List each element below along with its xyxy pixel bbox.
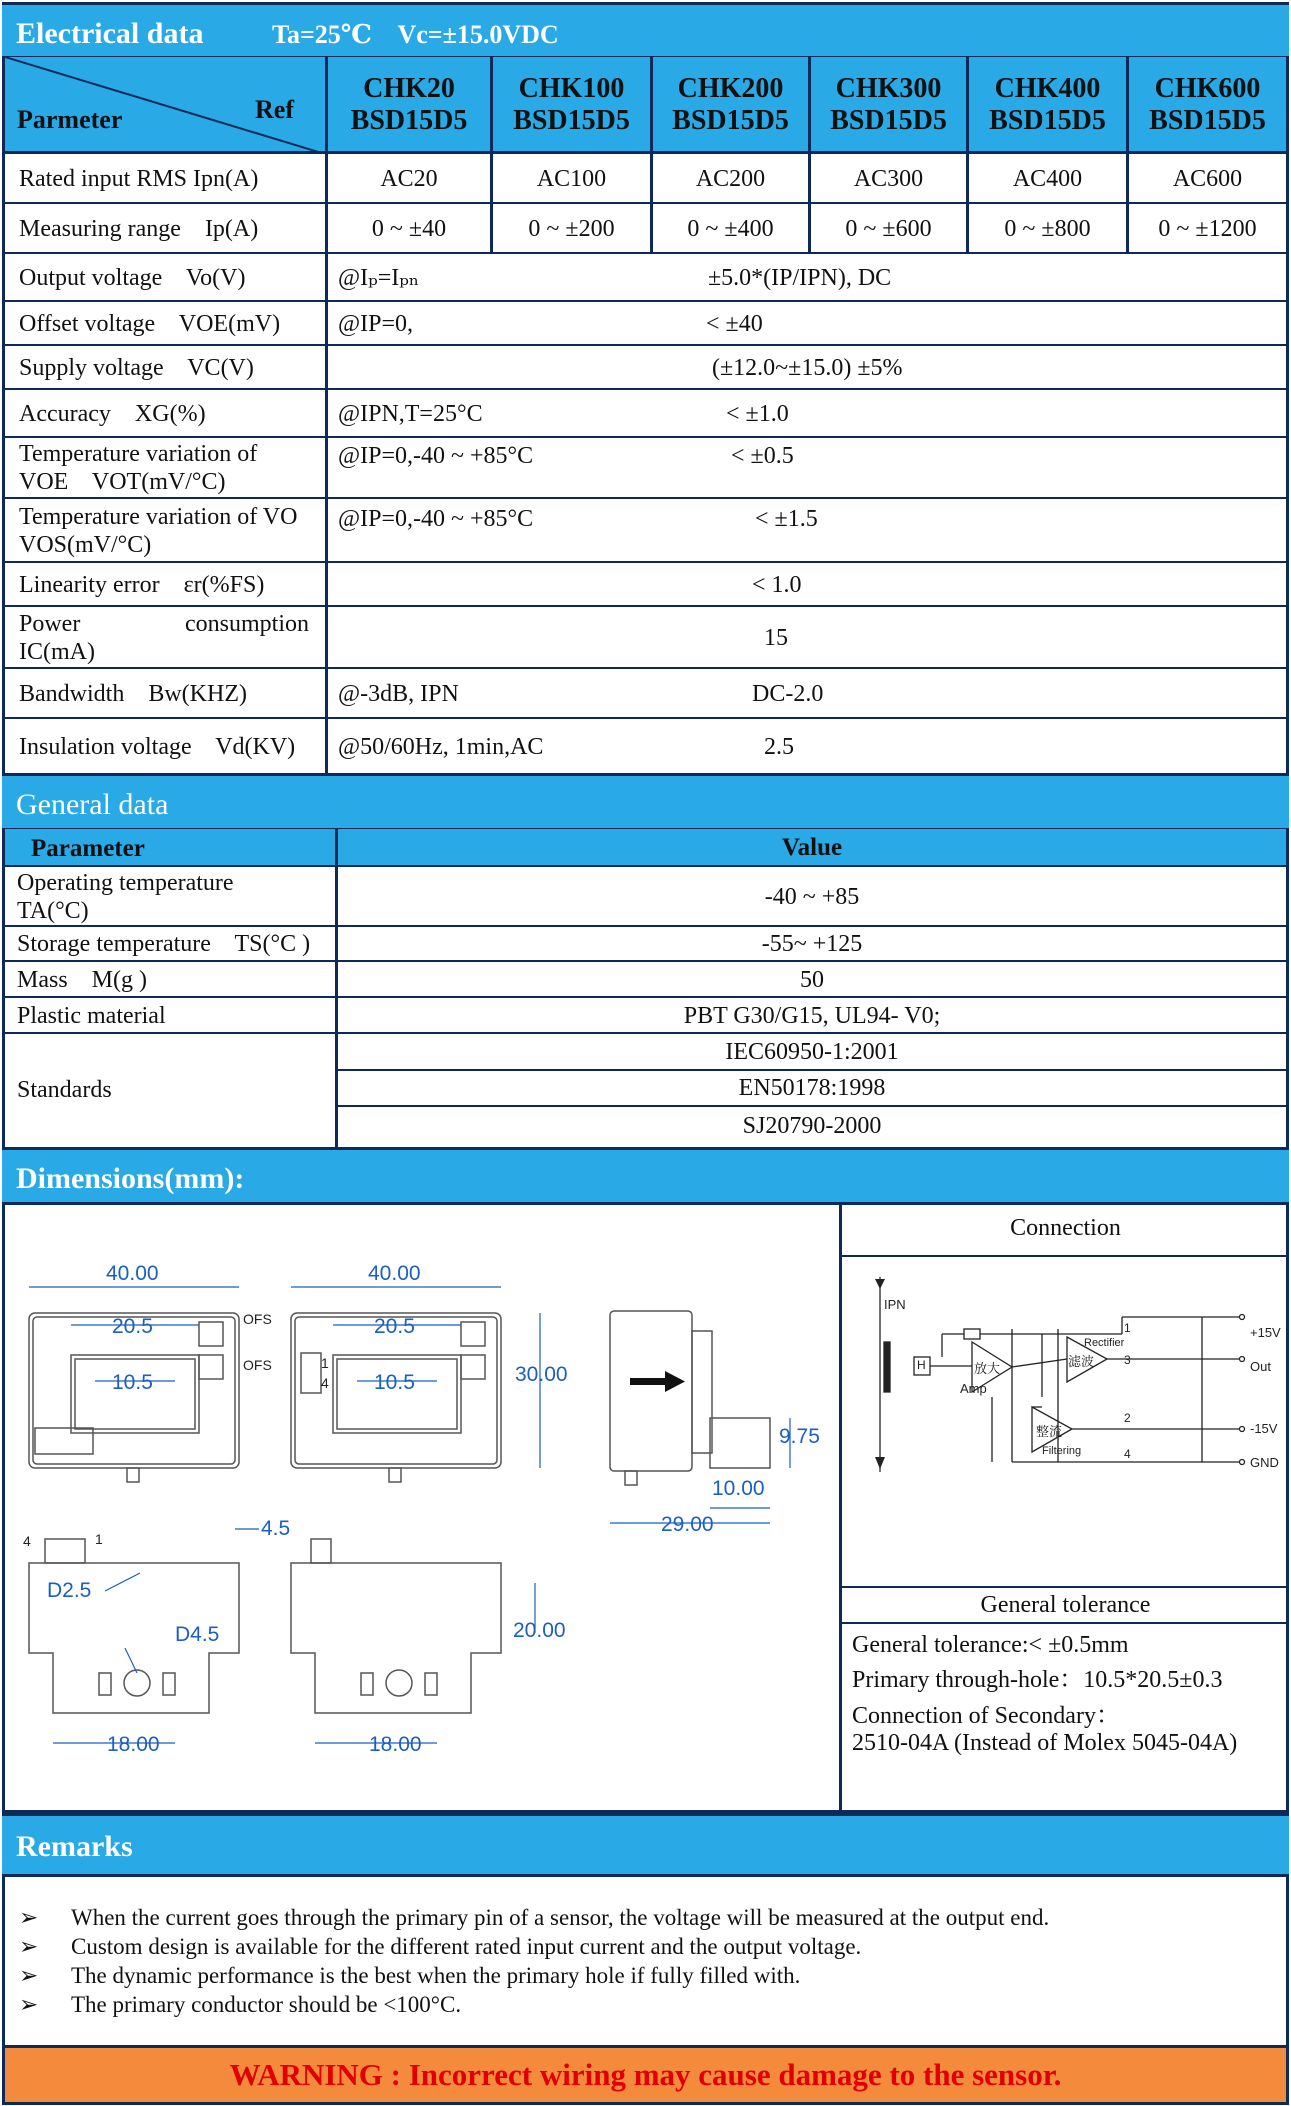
value: 15 xyxy=(764,625,788,651)
dim-label: 10.5 xyxy=(374,1371,415,1394)
rectifier-label: Rectifier xyxy=(1084,1337,1125,1349)
section-title: Dimensions(mm): xyxy=(16,1162,245,1195)
table-row xyxy=(5,719,1286,775)
row-label: Insulation voltage Vd(KV) xyxy=(19,734,296,760)
cell-value: 0 ~ ±800 xyxy=(1004,216,1091,242)
table-row xyxy=(5,962,1286,998)
cell-value: AC100 xyxy=(536,166,607,192)
value: < 1.0 xyxy=(752,572,802,598)
dim-label: 20.5 xyxy=(374,1315,415,1338)
dim-label: 10.5 xyxy=(112,1371,153,1394)
dimensions-header xyxy=(2,1147,1289,1205)
connection-title: Connection xyxy=(1010,1215,1121,1241)
row-label: Standards xyxy=(17,1077,112,1103)
table-row xyxy=(5,154,1286,204)
ref-header: Ref xyxy=(255,95,294,124)
condition: @IP=0,-40 ~ +85°C xyxy=(338,443,534,469)
filter-cn-label: 滤波 xyxy=(1068,1354,1095,1369)
section-title: General data xyxy=(16,788,169,821)
parameter-header: Parmeter xyxy=(17,105,123,134)
dim-label: 4.5 xyxy=(261,1517,291,1540)
condition: @IP=0, xyxy=(338,311,413,337)
cell-value: 0 ~ ±600 xyxy=(845,216,932,242)
cell-value: -40 ~ +85 xyxy=(764,884,860,910)
dim-label: D4.5 xyxy=(175,1623,220,1646)
remarks-list xyxy=(2,1875,1289,2045)
row-label: Measuring range Ip(A) xyxy=(19,216,259,242)
table-row xyxy=(5,867,1286,927)
tolerance-line: 2510-04A (Instead of Molex 5045-04A) xyxy=(852,1730,1238,1756)
table-header-row xyxy=(5,829,1286,867)
bullet-icon: ➢ xyxy=(19,1934,39,1959)
node-label: 1 xyxy=(1124,1321,1131,1335)
standard-item: SJ20790-2000 xyxy=(742,1113,882,1139)
row-label: VOE VOT(mV/°C) xyxy=(19,469,226,495)
remarks-header xyxy=(2,1813,1289,1877)
cell-value: -55~ +125 xyxy=(761,931,863,957)
section-title: Electrical data xyxy=(16,17,204,50)
model-header: CHK400 BSD15D5 xyxy=(966,57,1126,154)
row-label: Operating temperature xyxy=(17,870,234,896)
dim-label: 40.00 xyxy=(368,1262,421,1285)
dim-label: 18.00 xyxy=(107,1733,160,1756)
table-row xyxy=(5,499,1286,563)
dim-label: D2.5 xyxy=(47,1579,92,1602)
rect-cn-label: 整流 xyxy=(1036,1424,1063,1439)
connection-schematic xyxy=(842,1257,1290,1477)
dim-label: 18.00 xyxy=(369,1733,422,1756)
parameter-header: Parameter xyxy=(31,835,145,862)
bullet-icon: ➢ xyxy=(19,1963,39,1988)
cell-value: AC300 xyxy=(853,166,924,192)
list-item: ➢ When the current goes through the primary pin of a sensor, the voltage will be measured at the output end. xyxy=(19,1905,1050,1930)
cell-value: 50 xyxy=(800,967,824,993)
value: < ±0.5 xyxy=(731,443,794,469)
node-label: 4 xyxy=(1124,1447,1131,1461)
tolerance-line: Primary through-hole：10.5*20.5±0.3 xyxy=(852,1667,1223,1693)
table-row xyxy=(5,204,1286,254)
dimensions-panel xyxy=(2,1203,1289,1813)
tolerance-line: Connection of Secondary： xyxy=(852,1703,1120,1729)
cell-value: AC20 xyxy=(380,166,438,192)
table-row xyxy=(5,438,1286,499)
electrical-data-header xyxy=(2,2,1289,59)
row-label: Storage temperature TS(°C ) xyxy=(17,931,311,957)
dim-label: 9.75 xyxy=(779,1425,820,1448)
condition: @50/60Hz, 1min,AC xyxy=(338,734,544,760)
model-header: CHK100 BSD15D5 xyxy=(490,57,650,154)
h-label: H xyxy=(917,1358,926,1372)
warning-banner: WARNING : Incorrect wiring may cause damage to the sensor. xyxy=(2,2045,1289,2105)
node-label: 2 xyxy=(1124,1411,1131,1425)
row-label: Offset voltage VOE(mV) xyxy=(19,311,281,337)
row-label: IC(mA) xyxy=(19,639,95,665)
condition: @IPN,T=25°C xyxy=(338,401,483,427)
value: (±12.0~±15.0) ±5% xyxy=(712,355,903,381)
row-label: Power xyxy=(19,611,81,637)
cell-value: 0 ~ ±1200 xyxy=(1158,216,1257,242)
model-header: CHK200 BSD15D5 xyxy=(650,57,808,154)
condition: @-3dB, IPN xyxy=(338,681,459,707)
value-header: Value xyxy=(781,834,843,861)
ofs-label: OFS xyxy=(243,1357,272,1373)
value: DC-2.0 xyxy=(752,681,824,707)
dim-label: 20.00 xyxy=(513,1619,566,1642)
value: < ±1.0 xyxy=(726,401,789,427)
dim-label: 20.5 xyxy=(112,1315,153,1338)
table-row xyxy=(5,302,1286,346)
row-label: Accuracy XG(%) xyxy=(19,401,206,427)
value: ±5.0*(IP/IPN), DC xyxy=(708,265,892,291)
pin-out-label: Out xyxy=(1250,1359,1271,1374)
row-label: TA(°C) xyxy=(17,898,89,924)
electrical-table xyxy=(2,57,1289,775)
table-header-row xyxy=(5,57,1286,154)
value: < ±1.5 xyxy=(755,506,818,532)
dim-label: 10.00 xyxy=(712,1477,765,1500)
test-conditions: Ta=25℃ Vc=±15.0VDC xyxy=(272,20,559,49)
row-label: Rated input RMS Ipn(A) xyxy=(19,166,259,192)
general-table xyxy=(2,829,1289,1147)
cell-value: PBT G30/G15, UL94- V0; xyxy=(683,1003,941,1029)
bullet-icon: ➢ xyxy=(19,1992,39,2017)
condition: @Iₚ=Iₚₙ xyxy=(338,265,420,291)
condition: @IP=0,-40 ~ +85°C xyxy=(338,506,534,532)
row-label: VOS(mV/°C) xyxy=(19,532,152,558)
cell-value: 0 ~ ±200 xyxy=(528,216,615,242)
cell-value: AC600 xyxy=(1172,166,1243,192)
list-item: ➢ Custom design is available for the different rated input current and the output voltage. xyxy=(19,1934,862,1959)
standards-row xyxy=(5,1034,1286,1147)
standard-item: EN50178:1998 xyxy=(738,1075,886,1101)
list-item: ➢ The primary conductor should be <100°C. xyxy=(19,1992,462,2017)
ipn-label: IPN xyxy=(884,1297,906,1312)
table-row xyxy=(5,254,1286,302)
row-label: consumption xyxy=(185,611,309,637)
table-row xyxy=(5,346,1286,390)
pin-label: 1 xyxy=(321,1355,329,1371)
dim-label: 40.00 xyxy=(106,1262,159,1285)
node-label: 3 xyxy=(1124,1353,1131,1367)
section-title: Remarks xyxy=(16,1830,133,1863)
pin-label: 1 xyxy=(95,1531,103,1547)
table-row xyxy=(5,927,1286,962)
row-label: Temperature variation of xyxy=(19,441,258,467)
table-row xyxy=(5,607,1286,669)
table-row xyxy=(5,563,1286,607)
model-header: CHK20 BSD15D5 xyxy=(325,57,490,154)
cell-value: 0 ~ ±40 xyxy=(371,216,447,242)
pin-gnd-label: GND xyxy=(1250,1455,1279,1470)
row-label: Plastic material xyxy=(17,1003,166,1029)
row-label: Bandwidth Bw(KHZ) xyxy=(19,681,247,707)
bullet-icon: ➢ xyxy=(19,1905,39,1930)
table-row xyxy=(5,390,1286,438)
connection-panel xyxy=(839,1203,1289,1810)
dim-label: 30.00 xyxy=(515,1363,568,1386)
pin-label: 4 xyxy=(23,1533,31,1549)
row-label: Linearity error εr(%FS) xyxy=(19,572,265,598)
tolerance-line: General tolerance:< ±0.5mm xyxy=(852,1632,1129,1658)
table-row xyxy=(5,998,1286,1034)
cell-value: 0 ~ ±400 xyxy=(687,216,774,242)
row-label: Mass M(g ) xyxy=(17,967,147,993)
general-data-header xyxy=(2,773,1289,831)
row-label: Output voltage Vo(V) xyxy=(19,265,246,291)
amp-label: Amp xyxy=(960,1381,987,1396)
model-header: CHK600 BSD15D5 xyxy=(1126,57,1286,154)
filtering-label: Filtering xyxy=(1042,1445,1082,1457)
cell-value: AC400 xyxy=(1012,166,1083,192)
amp-cn-label: 放大 xyxy=(974,1361,1001,1376)
table-row xyxy=(5,669,1286,719)
list-item: ➢ The dynamic performance is the best when the primary hole if fully filled with. xyxy=(19,1963,801,1988)
value: 2.5 xyxy=(764,734,794,760)
pin-plus15-label: +15V xyxy=(1250,1325,1281,1340)
tolerance-title: General tolerance xyxy=(980,1592,1151,1618)
model-header: CHK300 BSD15D5 xyxy=(808,57,966,154)
dimension-drawing xyxy=(5,1203,835,1803)
standard-item: IEC60950-1:2001 xyxy=(725,1039,899,1065)
ofs-label: OFS xyxy=(243,1311,272,1327)
row-label: Supply voltage VC(V) xyxy=(19,355,254,381)
row-label: Temperature variation of VO xyxy=(19,504,298,530)
dim-label: 29.00 xyxy=(661,1513,714,1536)
value: < ±40 xyxy=(706,311,763,337)
pin-minus15-label: -15V xyxy=(1250,1421,1278,1436)
pin-label: 4 xyxy=(321,1375,329,1391)
cell-value: AC200 xyxy=(695,166,766,192)
